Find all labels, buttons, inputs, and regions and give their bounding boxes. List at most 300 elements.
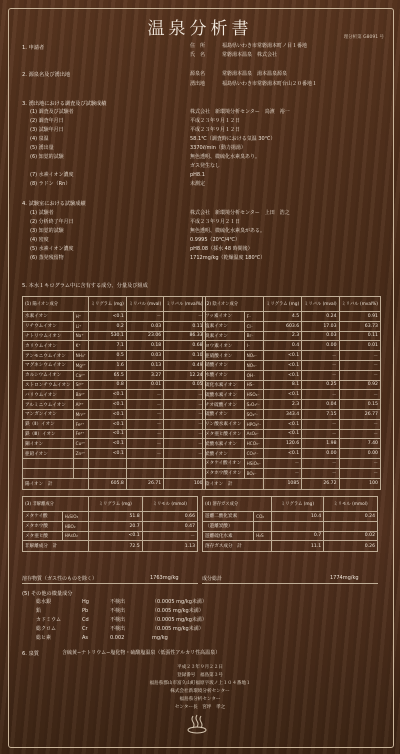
s3-item: (5) 湧出量: [30, 145, 54, 151]
s4-item: (1) 試験者: [30, 210, 54, 216]
s3-item: (4) 泉温: [30, 136, 49, 142]
ion-symbol: Br⁻: [244, 331, 264, 341]
value-mg: 0.2: [88, 321, 126, 331]
value-mg: －: [264, 468, 302, 478]
trace-symbol: Cr: [82, 626, 88, 632]
value-mvalpct: 0.92: [339, 380, 380, 390]
value-mg: 0.8: [88, 380, 126, 390]
value-mg: <0.1: [264, 390, 302, 400]
issue-date: 平成２３年９月２２日: [177, 665, 223, 670]
ion-name: [23, 468, 74, 478]
component-formula: HAsO₂: [62, 531, 88, 541]
value-mvalpct: 86.33: [164, 331, 205, 341]
value-mval: 3.27: [126, 370, 163, 380]
value-mval: 0.01: [126, 380, 163, 390]
registration-number: 登録番号 福島第３号: [177, 673, 223, 678]
s3-item: (1) 調査及び試験者: [30, 109, 74, 115]
s3-item: (2) 調査年月日: [30, 118, 64, 124]
ion-name: 炭酸水素イオン: [203, 439, 245, 449]
value-mg: 51.8: [88, 512, 142, 522]
value-mval: －: [302, 468, 339, 478]
ion-symbol: Ba²⁺: [73, 390, 88, 400]
value-mval: －: [126, 409, 163, 419]
ion-symbol: NO₂⁻: [244, 351, 264, 361]
ion-symbol: [73, 458, 88, 468]
table-row: [23, 409, 206, 419]
ion-symbol: HPO₄²⁻: [244, 419, 264, 429]
ion-symbol: H⁺: [73, 312, 88, 322]
value-mvalpct: －: [164, 439, 205, 449]
ion-symbol: Sr²⁺: [73, 380, 88, 390]
s3-value: 平成２３年９月１２日: [190, 127, 241, 133]
component-name: 遊離二酸化炭素: [203, 512, 254, 522]
undissociated-table: [22, 496, 198, 552]
table-row: [203, 458, 381, 468]
s4-item: (4) 密度: [30, 237, 49, 243]
trace-result: 不検出: [110, 599, 126, 605]
value-mg: 2.3: [264, 400, 302, 410]
trace-element: 総ヒ素: [36, 635, 52, 641]
value-mg: 2.3: [264, 331, 302, 341]
s3-item: (8) ラドン（Rn）: [30, 181, 71, 187]
s3-value: ガス発生なし: [190, 163, 221, 169]
s4-item: (6) 蒸発残留物: [30, 255, 64, 261]
ion-symbol: Fe²⁺: [73, 419, 88, 429]
value-mg: 530.1: [88, 331, 126, 341]
table-row: [23, 321, 206, 331]
total-mvalpct: 100: [339, 478, 380, 489]
component-formula: H₂SiO₃: [62, 512, 88, 522]
value-mval: 7.15: [302, 409, 339, 419]
table-row: [23, 370, 206, 380]
ion-name: メタホウ酸イオン: [203, 468, 245, 478]
spring-quality-value: 含硫黄−ナトリウム−塩化物・硫酸塩温泉（低張性アルカリ性高温泉）: [62, 650, 221, 656]
ion-name: リチウムイオン: [23, 321, 74, 331]
value-mvalpct: 0.10: [164, 351, 205, 361]
component-formula: [254, 521, 272, 531]
table-row: [23, 512, 198, 522]
component-name: メタ亜ヒ酸: [23, 531, 63, 541]
value-mvalpct: 0.01: [339, 341, 380, 351]
ion-symbol: OH⁻: [244, 370, 264, 380]
value-mvalpct: －: [164, 390, 205, 400]
cation-col-mval: ミリバル (mval): [126, 297, 163, 312]
ion-symbol: HS⁻: [244, 380, 264, 390]
value-mval: －: [126, 400, 163, 410]
section-4-label: 4. 試験室における試験成績: [22, 201, 86, 207]
table-row: [203, 449, 381, 459]
cation-header: (1) 陽イオン成分: [23, 297, 89, 312]
value-mval: 0.03: [126, 321, 163, 331]
value-mmol: －: [142, 531, 197, 541]
value-mg: 0.5: [88, 351, 126, 361]
trace-result: 不検出: [110, 626, 126, 632]
name-label: 氏 名: [190, 52, 206, 58]
value-mval: －: [126, 429, 163, 439]
value-mvalpct: －: [164, 409, 205, 419]
value-mmol: 0.66: [142, 512, 197, 522]
anion-header: (2) 陰イオン成分: [203, 297, 264, 312]
ion-name: 水素イオン: [23, 312, 74, 322]
ion-name: メタケイ酸イオン: [203, 458, 245, 468]
total-mval: 26.71: [126, 478, 163, 489]
value-mval: －: [302, 458, 339, 468]
trace-element: カドミウム: [36, 617, 61, 623]
ion-symbol: S₂O₃²⁻: [244, 400, 264, 410]
ion-symbol: SO₄²⁻: [244, 409, 264, 419]
divider: [22, 583, 198, 584]
value-mval: 0.04: [302, 400, 339, 410]
total-label: 非解離成分 計: [23, 541, 89, 552]
ion-symbol: CO₃²⁻: [244, 449, 264, 459]
document-number: 理分析第 G8091 号: [343, 35, 384, 40]
name-value: 常磐湯本温泉 株式会社: [222, 52, 278, 58]
value-mval: 0.24: [302, 312, 339, 322]
ion-name: アンモニウムイオン: [23, 351, 74, 361]
table-row: [23, 429, 206, 439]
table-row: [23, 439, 206, 449]
s4-value: 無色透明、微硫化水素臭がある。: [190, 228, 266, 234]
value-mval: －: [126, 390, 163, 400]
value-mg: <0.1: [264, 351, 302, 361]
table-row: [23, 400, 206, 410]
s3-item: (6) 知覚的試験: [30, 154, 64, 160]
value-mvalpct: 0.11: [164, 321, 205, 331]
value-mvalpct: 26.77: [339, 409, 380, 419]
trace-label: (5) その他の微量成分: [22, 591, 73, 597]
value-mvalpct: －: [339, 370, 380, 380]
source-name-label: 源泉名: [190, 71, 206, 77]
trace-element: 鉛: [36, 608, 42, 614]
trace-symbol: Hg: [82, 599, 89, 605]
value-mval: 0.03: [126, 351, 163, 361]
trace-limit: （0.005 mg/kg未満）: [152, 626, 204, 632]
undissoc-col-mg: ミリグラム (mg): [88, 497, 142, 512]
value-mval: [126, 458, 163, 468]
s3-value: 未測定: [190, 181, 206, 187]
value-mval: －: [126, 419, 163, 429]
ion-name: 亜硝酸イオン: [203, 351, 245, 361]
trace-limit: （0.0005 mg/kg未満）: [152, 599, 207, 605]
trace-limit: （0.0005 mg/kg未満）: [152, 617, 207, 623]
value-mg: [88, 458, 126, 468]
value-mg: <0.1: [88, 429, 126, 439]
table-row: [203, 468, 381, 478]
ion-name: 臭素イオン: [203, 331, 245, 341]
value-mmol: 0.02: [324, 531, 378, 541]
total-row: [23, 541, 198, 552]
value-mg: 120.6: [264, 439, 302, 449]
address-value: 福島県いわき市常磐湯本町ノ目１番地: [222, 43, 308, 49]
value-mg: 10.4: [271, 512, 323, 522]
gas-table: [202, 496, 378, 552]
ion-symbol: NH₄⁺: [73, 351, 88, 361]
value-mval: －: [302, 419, 339, 429]
table-row: [23, 380, 206, 390]
value-mg: <0.1: [264, 360, 302, 370]
value-mg: <0.1: [88, 409, 126, 419]
value-mvalpct: 0.68: [164, 341, 205, 351]
ion-symbol: HSiO₃⁻: [244, 458, 264, 468]
ion-symbol: Al³⁺: [73, 400, 88, 410]
value-mvalpct: －: [339, 351, 380, 361]
value-mvalpct: －: [339, 429, 380, 439]
ion-symbol: Na⁺: [73, 331, 88, 341]
ion-name: マンガンイオン: [23, 409, 74, 419]
table-row: [203, 512, 378, 522]
ion-name: 硫酸イオン: [203, 409, 245, 419]
ion-name: 水酸イオン: [203, 370, 245, 380]
value-mval: －: [302, 390, 339, 400]
value-mg: 1.6: [88, 360, 126, 370]
total-label: 溶存ガス成分 計: [203, 541, 272, 552]
s3-value: 無色透明、微硫化水素臭あり。: [190, 154, 261, 160]
value-mvalpct: －: [339, 419, 380, 429]
value-mg: <0.1: [264, 370, 302, 380]
value-mvalpct: 0.15: [339, 400, 380, 410]
ion-symbol: HCO₃⁻: [244, 439, 264, 449]
value-mg: 343.4: [264, 409, 302, 419]
ion-name: 銅イオン: [23, 439, 74, 449]
total-row: [23, 478, 206, 489]
table-row: [203, 370, 381, 380]
trace-result: 不検出: [110, 617, 126, 623]
ion-name: 硫酸水素イオン: [203, 390, 245, 400]
table-row: [23, 341, 206, 351]
anion-col-mg: ミリグラム (mg): [264, 297, 302, 312]
value-mg: [88, 468, 126, 478]
s3-value: 58.1℃（調査時における気温 30℃）: [190, 136, 276, 142]
value-mvalpct: －: [339, 468, 380, 478]
ion-name: ナトリウムイオン: [23, 331, 74, 341]
value-mg: 603.6: [264, 321, 302, 331]
value-mval: －: [126, 439, 163, 449]
ion-symbol: Fe³⁺: [73, 429, 88, 439]
gas-header: (4) 溶存ガス成分: [203, 497, 272, 512]
table-row: [23, 531, 198, 541]
value-mvalpct: －: [339, 360, 380, 370]
value-mg: [271, 521, 323, 531]
table-row: [23, 468, 206, 478]
value-mg: <0.1: [88, 400, 126, 410]
value-mg: 20.7: [88, 521, 142, 531]
total-label: 陽イオン 計: [23, 478, 89, 489]
value-mg: 8.1: [264, 380, 302, 390]
s3-value: pH8.1: [190, 172, 205, 178]
value-mval: －: [302, 360, 339, 370]
hot-spring-symbol-icon: [186, 714, 208, 734]
ion-name: フッ素イオン: [203, 312, 245, 322]
value-mg: 7.1: [88, 341, 126, 351]
table-row: [203, 380, 381, 390]
s3-item: (3) 試験年月日: [30, 127, 64, 133]
value-mval: －: [302, 429, 339, 439]
value-mval: －: [302, 370, 339, 380]
value-mvalpct: 0.91: [339, 312, 380, 322]
table-row: [203, 400, 381, 410]
total-mmol: 1.13: [142, 541, 197, 552]
value-mmol: 0.24: [324, 512, 378, 522]
ion-name: 亜鉛イオン: [23, 449, 74, 459]
value-mval: [126, 468, 163, 478]
value-mg: <0.1: [264, 419, 302, 429]
value-mval: 0.18: [126, 341, 163, 351]
value-mvalpct: 12.24: [164, 370, 205, 380]
value-mvalpct: －: [339, 458, 380, 468]
cation-table: [22, 296, 206, 490]
section-3-label: 3. 湧出地における調査及び試験成績: [22, 101, 107, 107]
s4-item: (3) 知覚的試験: [30, 228, 64, 234]
value-mvalpct: 0.11: [339, 331, 380, 341]
ion-name: 塩素イオン: [203, 321, 245, 331]
value-mvalpct: [164, 458, 205, 468]
ion-symbol: Zn²⁺: [73, 449, 88, 459]
value-mval: 17.03: [302, 321, 339, 331]
table-row: [23, 458, 206, 468]
trace-result: 不検出: [110, 608, 126, 614]
ion-name: ストロンチウムイオン: [23, 380, 74, 390]
s4-value: 0.9995（20℃/4℃）: [190, 237, 240, 243]
section-1-label: 1. 申請者: [22, 45, 45, 51]
value-mmol: [324, 521, 378, 531]
table-row: [203, 331, 381, 341]
ion-name: メタ亜ヒ酸イオン: [203, 429, 245, 439]
component-name: （遊離炭酸）: [203, 521, 254, 531]
source-location-label: 湧出地: [190, 81, 206, 87]
table-row: [203, 390, 381, 400]
component-name: メタホウ酸: [23, 521, 63, 531]
ion-name: ヨウ素イオン: [203, 341, 245, 351]
s4-value: 平成２３年９月２１日: [190, 219, 241, 225]
trace-symbol: Pb: [82, 608, 89, 614]
table-row: [203, 419, 381, 429]
value-mg: 0.4: [264, 341, 302, 351]
value-mvalpct: －: [164, 312, 205, 322]
gas-col-mmol: ミリモル (mmol): [324, 497, 378, 512]
table-row: [203, 531, 378, 541]
table-row: [203, 341, 381, 351]
trace-symbol: As: [82, 635, 89, 641]
s3-value: 平成２３年９月１２日: [190, 118, 241, 124]
lab-address: 福島県郡山市富久山町福原字坂ノ上１０４番地１: [149, 681, 251, 686]
total-row: [203, 478, 381, 489]
ion-name: カルシウムイオン: [23, 370, 74, 380]
value-mval: －: [126, 449, 163, 459]
value-mval: 0.00: [302, 449, 339, 459]
trace-result: 0.002: [110, 635, 125, 641]
ion-symbol: I⁻: [244, 341, 264, 351]
s3-value: 3370ℓ/min（動力揚湯）: [190, 145, 246, 151]
total-mval: 26.72: [302, 478, 339, 489]
value-mval: 23.06: [126, 331, 163, 341]
page-title: 温泉分析書: [147, 19, 253, 39]
s3-value: 株式会社 新環境分析センター 鳥濱 裕一: [190, 109, 290, 115]
table-row: [23, 312, 206, 322]
total-mvalpct: 100: [164, 478, 205, 489]
lab-name: 株式会社新環境分析センター: [170, 689, 230, 694]
total-mg: 72.5: [88, 541, 142, 552]
section-2-label: 2. 源泉名及び湧出地: [22, 72, 71, 78]
value-mg: 65.5: [88, 370, 126, 380]
table-row: [203, 321, 381, 331]
ion-symbol: NO₃⁻: [244, 360, 264, 370]
component-name: メタケイ酸: [23, 512, 63, 522]
value-mval: 0.03: [302, 331, 339, 341]
cation-col-mvalpct: ミリバル (mval%): [164, 297, 205, 312]
value-mvalpct: －: [164, 419, 205, 429]
trace-limit: （0.005 mg/kg未満）: [152, 608, 204, 614]
value-mg: <0.1: [88, 390, 126, 400]
value-mvalpct: 63.73: [339, 321, 380, 331]
ion-name: バリウムイオン: [23, 390, 74, 400]
address-label: 住 所: [190, 43, 206, 49]
value-mg: <0.1: [264, 429, 302, 439]
dissolved-total-value: 1763mg/kg: [150, 575, 179, 581]
value-mg: <0.1: [88, 449, 126, 459]
table-row: [23, 521, 198, 531]
ion-name: リン酸水素イオン: [203, 419, 245, 429]
ion-name: チオ硫酸イオン: [203, 400, 245, 410]
table-row: [203, 521, 378, 531]
value-mval: －: [126, 312, 163, 322]
ion-symbol: Cu²⁺: [73, 439, 88, 449]
ion-symbol: Li⁺: [73, 321, 88, 331]
table-row: [203, 439, 381, 449]
table-row: [203, 312, 381, 322]
grand-total-value: 1774mg/kg: [330, 575, 359, 581]
ion-name: 硝酸イオン: [203, 360, 245, 370]
value-mvalpct: 0.05: [164, 380, 205, 390]
source-location-value: 福島県いわき市常磐湯本町台山２０番地１: [222, 81, 318, 87]
ion-name: 鉄（Ⅱ）イオン: [23, 419, 74, 429]
component-formula: CO₂: [254, 512, 272, 522]
ion-symbol: AsO₂⁻: [244, 429, 264, 439]
table-row: [23, 360, 206, 370]
table-row: [203, 409, 381, 419]
ion-name: マグネシウムイオン: [23, 360, 74, 370]
s4-value: pH8.08（採水 48 時間後）: [190, 246, 253, 252]
table-row: [23, 449, 206, 459]
divider: [202, 583, 378, 584]
total-label: 陰イオン 計: [203, 478, 264, 489]
ion-name: 鉄（Ⅲ）イオン: [23, 429, 74, 439]
value-mval: 1.98: [302, 439, 339, 449]
ion-symbol: HSO₄⁻: [244, 390, 264, 400]
ion-symbol: Mg²⁺: [73, 360, 88, 370]
ion-name: アルミニウムイオン: [23, 400, 74, 410]
trace-element: 総クロム: [36, 626, 57, 632]
director-name: センター長 宮坪 孝之: [174, 705, 226, 710]
ion-name: 硫化水素イオン: [203, 380, 245, 390]
ion-symbol: Mn²⁺: [73, 409, 88, 419]
undissoc-header: (3) 非解離成分: [23, 497, 89, 512]
s3-item: (7) 水素イオン濃度: [30, 172, 74, 178]
ion-name: [23, 458, 74, 468]
value-mval: 0.00: [302, 341, 339, 351]
value-mvalpct: －: [164, 429, 205, 439]
value-mmol: 0.47: [142, 521, 197, 531]
value-mval: －: [302, 351, 339, 361]
trace-limit: mg/kg: [152, 635, 168, 641]
table-row: [23, 331, 206, 341]
value-mg: <0.1: [264, 449, 302, 459]
ion-symbol: [73, 468, 88, 478]
table-row: [203, 360, 381, 370]
ion-symbol: K⁺: [73, 341, 88, 351]
table-row: [23, 351, 206, 361]
component-name: 遊離硫化水素: [203, 531, 254, 541]
s4-item: (2) 分析終了年月日: [30, 219, 74, 225]
